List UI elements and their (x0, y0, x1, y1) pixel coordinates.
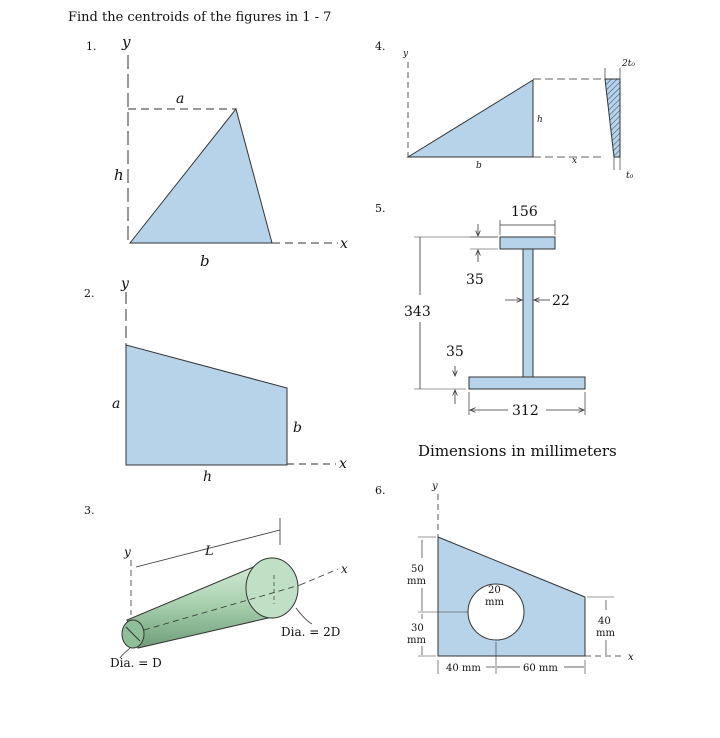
L-label: L (205, 544, 214, 559)
web-label: 22 (552, 293, 570, 309)
y-label: y (122, 33, 131, 51)
dia-large-label: Dia. = 2D (281, 625, 341, 639)
figure-6 (375, 481, 634, 674)
flange-thickness-bottom-label: 35 (446, 344, 464, 360)
h-label: h (114, 166, 124, 184)
hole-dim: 20 (488, 585, 501, 596)
web (523, 249, 533, 377)
b-label: b (200, 252, 210, 270)
flange-top-label: 156 (511, 204, 538, 220)
y-label: y (121, 276, 129, 292)
x-label: x (572, 156, 578, 166)
dim-left-top-unit: mm (407, 576, 426, 587)
hatched-section (605, 79, 620, 157)
figure-4 (375, 40, 635, 181)
hole-unit: mm (485, 597, 504, 608)
figure-2 (84, 276, 347, 485)
dim-right-unit: mm (596, 628, 615, 639)
x-label: x (341, 562, 348, 576)
a-label: a (176, 91, 185, 107)
height-label: 343 (404, 304, 431, 320)
dim-bottom-left: 40 mm (446, 663, 481, 674)
problem-number: 4. (375, 40, 386, 53)
y-label: y (432, 481, 438, 492)
h-label: h (537, 115, 543, 125)
problem-number: 2. (84, 287, 95, 300)
top-flange (500, 237, 555, 249)
top-thickness-label: 2t₀ (622, 59, 635, 69)
figure-5 (375, 202, 617, 460)
h-label: h (203, 469, 213, 485)
dim-bottom-right: 60 mm (523, 663, 558, 674)
triangle-shape (408, 80, 533, 157)
dim-right: 40 (598, 616, 611, 627)
dim-left-bottom: 30 (411, 623, 424, 634)
figure-3 (84, 504, 348, 670)
y-label: y (124, 545, 131, 559)
figure-1 (86, 33, 348, 270)
problem-number: 3. (84, 504, 95, 517)
b-label: b (476, 161, 482, 171)
problem-number: 1. (86, 40, 97, 53)
units-note: Dimensions in millimeters (418, 442, 617, 460)
a-label: a (112, 396, 121, 412)
y-label: y (403, 49, 409, 59)
page-title: Find the centroids of the figures in 1 - 7 (68, 10, 332, 25)
dia-small-label: Dia. = D (110, 656, 162, 670)
dim-left-bottom-unit: mm (407, 635, 426, 646)
triangle-shape (130, 109, 272, 243)
flange-bottom-label: 312 (512, 403, 539, 419)
problem-number: 5. (375, 202, 386, 215)
flange-thickness-top-label: 35 (466, 272, 484, 288)
bottom-flange (469, 377, 585, 389)
bottom-thickness-label: t₀ (626, 171, 634, 181)
x-label: x (339, 456, 347, 472)
trapezoid-shape (126, 345, 287, 465)
b-label: b (293, 420, 302, 436)
x-label: x (628, 652, 634, 663)
problem-number: 6. (375, 484, 386, 497)
x-label: x (340, 236, 348, 252)
dim-left-top: 50 (411, 564, 424, 575)
